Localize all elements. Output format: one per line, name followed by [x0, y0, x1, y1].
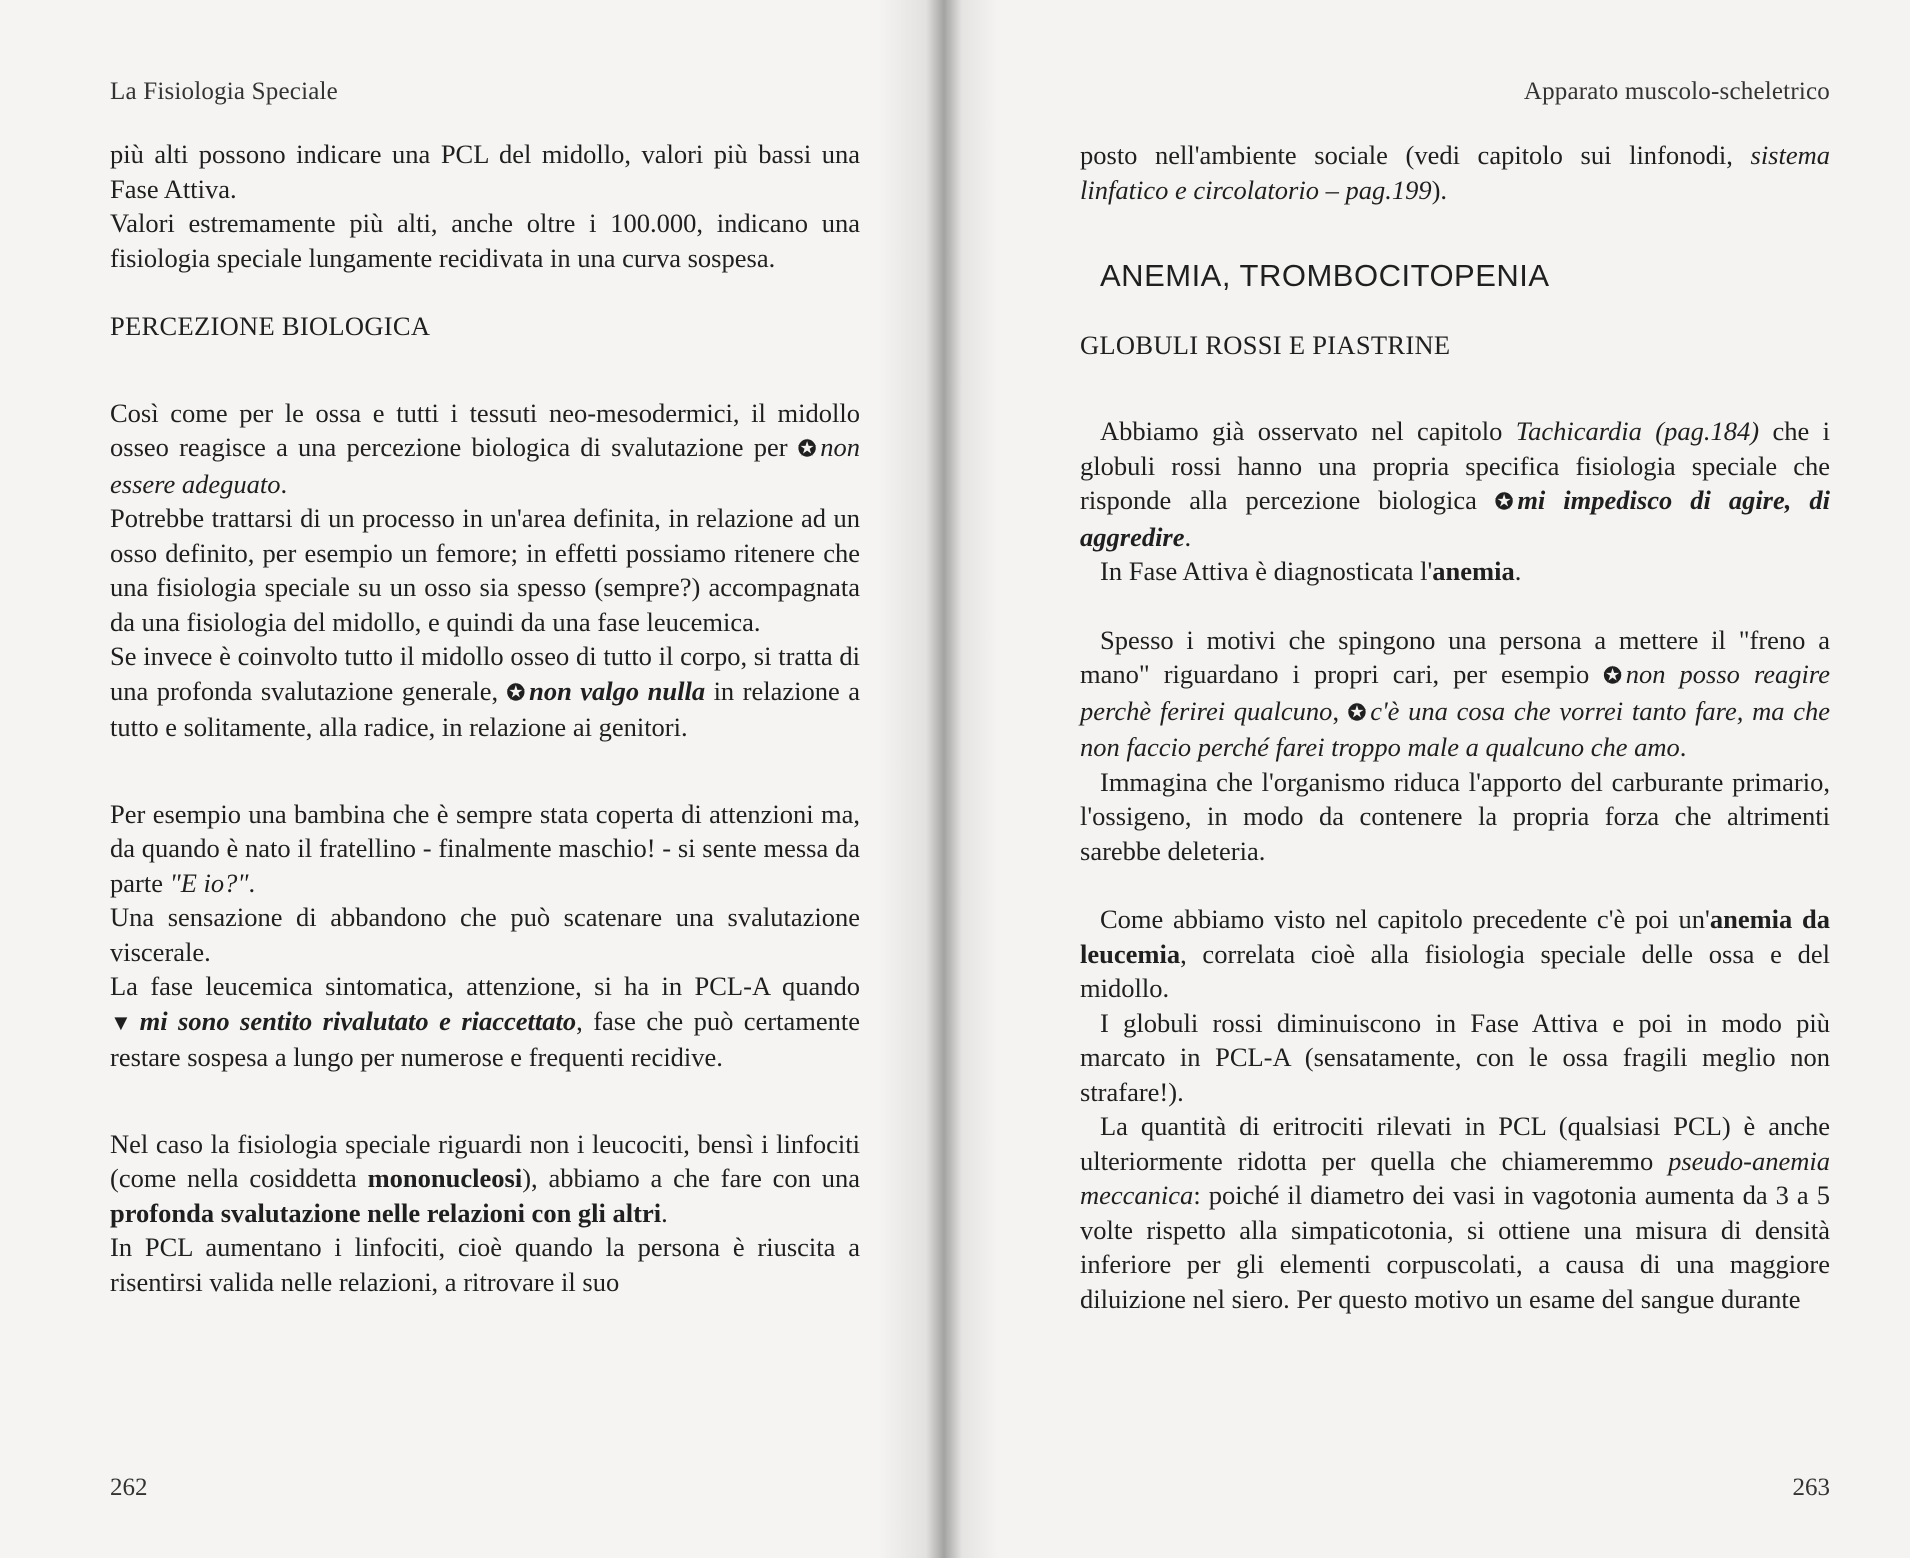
circled-star-icon: ✪: [797, 436, 817, 461]
left-running-head: La Fisiologia Speciale: [110, 78, 338, 105]
paragraph: Come abbiamo visto nel capitolo precedente c'è poi un'anemia da leucemia, correlata cioè alla fisiologia speciale delle ossa e del midollo.: [1080, 904, 1830, 1003]
left-page-number: 262: [110, 1474, 148, 1501]
chapter-heading: ANEMIA, TROMBOCITOPENIA: [1100, 258, 1550, 293]
right-page-number: 263: [1792, 1474, 1830, 1501]
section-heading: GLOBULI ROSSI E PIASTRINE: [1080, 329, 1451, 360]
section-heading: PERCEZIONE BIOLOGICA: [110, 311, 431, 341]
paragraph: Così come per le ossa e tutti i tessuti neo-mesodermici, il midollo osseo reagisce a una percezione biologica di svalutazione per ✪ non essere adeguato.: [110, 397, 860, 499]
circled-star-icon: ✪: [1603, 663, 1622, 688]
paragraph: I globuli rossi diminuiscono in Fase Attiva e poi in modo più marcato in PCL-A (sensatamente, con le ossa fragili meglio non strafare!).: [1080, 1007, 1830, 1107]
paragraph: Per esempio una bambina che è sempre stata coperta di attenzioni ma, da quando è nato il fratellino - finalmente maschio! - si sente messa da parte "E io?".: [110, 798, 860, 898]
circled-star-icon: ✪: [1494, 489, 1514, 514]
down-triangle-icon: ▼: [110, 1009, 136, 1035]
paragraph: più alti possono indicare una PCL del midollo, valori più bassi una Fase Attiva.: [110, 139, 860, 204]
left-text-column: [110, 137, 860, 1299]
paragraph: posto nell'ambiente sociale (vedi capitolo sui linfonodi, sistema linfatico e circolatorio – pag.199).: [1080, 140, 1830, 205]
paragraph: Nel caso la fisiologia speciale riguardi non i leucociti, bensì i linfociti (come nella cosiddetta mononucleosi), abbiamo a che fare con una profonda svalutazione nelle relazioni con gli altri.: [110, 1128, 860, 1228]
paragraph: In Fase Attiva è diagnosticata l'anemia.: [1100, 556, 1522, 586]
paragraph: Abbiamo già osservato nel capitolo Tachicardia (pag.184) che i globuli rossi hanno una propria specifica fisiologia speciale che risponde alla percezione biologica ✪ mi impedisco di agire, di aggredire.: [1080, 416, 1830, 552]
right-running-head: Apparato muscolo-scheletrico: [1523, 78, 1830, 105]
paragraph: Se invece è coinvolto tutto il midollo osseo di tutto il corpo, si tratta di una profonda svalutazione generale, ✪ non valgo nulla in relazione a tutto e solitamente, alla radice, in relazione ai genitori.: [110, 641, 860, 742]
circled-star-icon: ✪: [506, 679, 526, 705]
paragraph: La fase leucemica sintomatica, attenzione, si ha in PCL-A quando ▼ mi sono sentito rivalutato e riaccettato, fase che può certamente restare sospesa a lungo per numerose e frequenti recidive.: [110, 971, 860, 1072]
paragraph: Una sensazione di abbandono che può scatenare una svalutazione viscerale.: [110, 902, 860, 967]
paragraph: Valori estremamente più alti, anche oltre i 100.000, indicano una fisiologia speciale lungamente recidivata in una curva sospesa.: [110, 208, 860, 273]
right-text-column: [1080, 138, 1830, 1316]
book-gutter-shadow: [878, 0, 998, 1558]
paragraph: Immagina che l'organismo riduca l'apporto del carburante primario, l'ossigeno, in modo da contenere la propria forza che altrimenti sarebbe deleteria.: [1080, 766, 1830, 866]
paragraph: In PCL aumentano i linfociti, cioè quando la persona è riuscita a risentirsi valida nelle relazioni, a ritrovare il suo: [110, 1232, 860, 1297]
paragraph: Spesso i motivi che spingono una persona a mettere il "freno a mano" riguardano i propri cari, per esempio ✪ non posso reagire perchè ferirei qualcuno, ✪ c'è una cosa che vorrei tanto fare, ma che non faccio perché farei troppo male a qualcuno che amo.: [1080, 624, 1831, 762]
left-page: [0, 0, 940, 1558]
right-page: [940, 0, 1910, 1558]
circled-star-icon: ✪: [1347, 699, 1367, 725]
paragraph: Potrebbe trattarsi di un processo in un'area definita, in relazione ad un osso definito, per esempio un femore; in effetti possiamo ritenere che una fisiologia speciale su un osso sia spesso (sempre?) accompagnata da una fisiologia del midollo, e quindi da una fase leucemica.: [110, 503, 860, 637]
paragraph: La quantità di eritrociti rilevati in PCL (qualsiasi PCL) è anche ulteriormente ridotta per quella che chiameremmo pseudo-anemia meccanica: poiché il diametro dei vasi in vagotonia aumenta da 3 a 5 volte rispetto alla simpaticotonia, si ottiene una misura di densità inferiore per gli elementi corpuscolati, a causa di una maggiore diluizione nel siero. Per questo motivo un esame del sangue durante: [1080, 1111, 1830, 1314]
